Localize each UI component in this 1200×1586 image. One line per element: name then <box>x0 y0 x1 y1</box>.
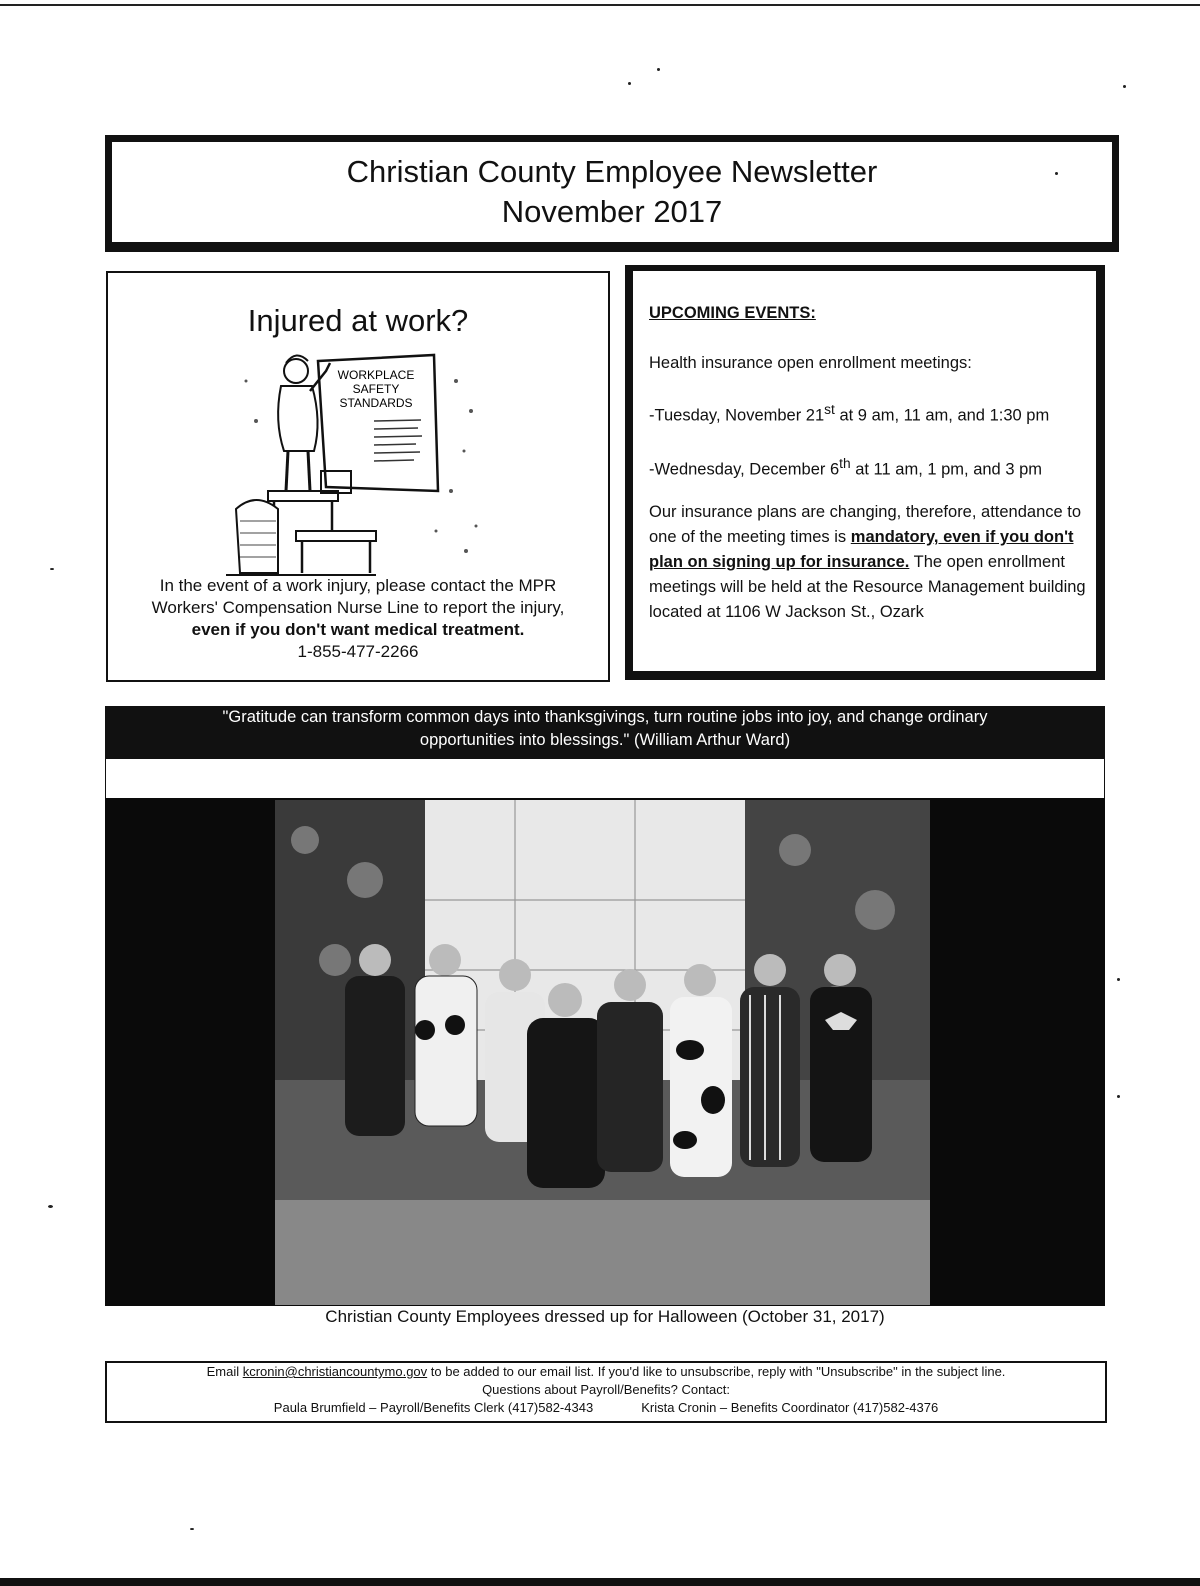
event-date-2 <box>649 451 1089 483</box>
questions-line: Questions about Payroll/Benefits? Contact: <box>482 1382 730 1397</box>
contact-benefits-coordinator: Krista Cronin – Benefits Coordinator (417)582-4376 <box>641 1400 939 1415</box>
event-date-1-times: at 9 am, 11 am, and 1:30 pm <box>834 406 1050 425</box>
quote-line2: opportunities into blessings." (William Arthur Ward) <box>419 731 791 749</box>
scan-speck <box>50 568 54 570</box>
injury-body-line2: Workers' Compensation Nurse Line to report the injury, <box>151 598 565 617</box>
quote-line1: "Gratitude can transform common days into thanksgivings, turn routine jobs into joy, and change ordinary <box>222 708 988 726</box>
photo-caption: Christian County Employees dressed up for Halloween (October 31, 2017) <box>325 1307 885 1326</box>
photo-frame <box>105 798 1105 1306</box>
sign-text-3: STANDARDS <box>339 396 413 410</box>
events-heading: UPCOMING EVENTS: <box>649 304 816 322</box>
email-line <box>107 1363 1105 1381</box>
events-panel <box>625 265 1105 680</box>
events-notice-mandatory: mandatory, even if you don't plan on signing up for insurance. <box>649 528 1074 571</box>
sign-text-1: WORKPLACE <box>337 368 415 382</box>
event-date-1-prefix: -Tuesday, November 21 <box>649 406 825 425</box>
contact-footer <box>105 1361 1107 1423</box>
event-date-1-suffix-ordinal: st <box>824 402 835 417</box>
event-date-2-times: at 11 am, 1 pm, and 3 pm <box>850 460 1043 479</box>
contacts-row <box>107 1399 1105 1417</box>
nurse-line-phone: 1-855-477-2266 <box>297 642 419 661</box>
newsletter-title: Christian County Employee Newsletter <box>346 154 878 189</box>
top-rule <box>0 4 1200 6</box>
bottom-rule <box>0 1578 1200 1586</box>
scan-speck <box>1117 1095 1120 1098</box>
scan-speck <box>628 82 631 85</box>
email-line-suffix: to be added to our email list. If you'd like to unsubscribe, reply with "Unsubscribe" in the subject line. <box>427 1364 1006 1379</box>
event-date-2-prefix: -Wednesday, December 6 <box>649 460 840 479</box>
events-intro: Health insurance open enrollment meetings: <box>649 354 972 372</box>
events-notice-end: The open enrollment meetings will be held at the Resource Management building located at 1106 W Jackson St., Ozark <box>649 553 1086 621</box>
scan-speck <box>190 1528 194 1530</box>
workplace-safety-cartoon <box>226 341 496 581</box>
event-date-2-suffix-ordinal: th <box>839 456 851 471</box>
subscribe-email-link[interactable]: kcronin@christiancountymo.gov <box>242 1364 428 1379</box>
scan-speck <box>657 68 660 71</box>
event-date-1 <box>649 397 1089 429</box>
email-line-prefix: Email <box>206 1364 243 1379</box>
injury-heading: Injured at work? <box>247 303 469 338</box>
events-notice <box>649 500 1089 625</box>
newsletter-date: November 2017 <box>501 194 723 229</box>
injury-body-line1: In the event of a work injury, please contact the MPR <box>159 576 557 595</box>
newsletter-title-box <box>105 135 1119 252</box>
scan-speck <box>1055 172 1058 175</box>
sign-text-2: SAFETY <box>352 382 400 396</box>
quote-bar <box>105 706 1105 758</box>
events-panel-inner <box>633 271 1096 671</box>
halloween-group-photo <box>275 800 930 1305</box>
scan-speck <box>48 1205 53 1208</box>
scan-speck <box>1123 85 1126 88</box>
injury-panel <box>106 271 610 682</box>
quote-spacer <box>105 758 1105 800</box>
contact-payroll-clerk: Paula Brumfield – Payroll/Benefits Clerk (417)582-4343 <box>273 1400 594 1415</box>
events-notice-start: Our insurance plans are changing, therefore, attendance to one of the meeting times is <box>649 503 1082 546</box>
scan-speck <box>1117 978 1120 981</box>
injury-body-line3: even if you don't want medical treatment. <box>191 620 525 639</box>
injury-body <box>108 575 608 663</box>
